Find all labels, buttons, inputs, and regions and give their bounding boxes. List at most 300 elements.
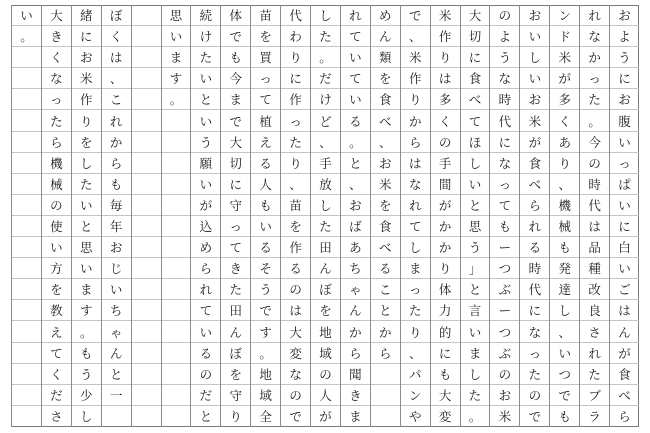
manuscript-column [131, 5, 161, 427]
manuscript-cell: も [490, 216, 519, 237]
manuscript-cell: れ [102, 111, 131, 132]
manuscript-cell: 作 [72, 89, 101, 110]
manuscript-cell [132, 406, 161, 427]
manuscript-cell: て [42, 343, 71, 364]
manuscript-cell: す [162, 68, 191, 89]
manuscript-cell: を [371, 68, 400, 89]
manuscript-cell: 一 [102, 385, 131, 406]
manuscript-column [340, 5, 370, 427]
manuscript-cell: い [610, 195, 639, 216]
manuscript-cell [132, 153, 161, 174]
manuscript-cell: お [520, 5, 549, 26]
manuscript-cell: 思 [72, 237, 101, 258]
manuscript-cell: お [490, 385, 519, 406]
manuscript-cell: ら [618, 408, 631, 424]
manuscript-cell [132, 111, 161, 132]
manuscript-cell: る [281, 258, 310, 279]
manuscript-cell [162, 153, 191, 174]
manuscript-cell [12, 89, 41, 110]
manuscript-cell: 作 [281, 237, 310, 258]
manuscript-cell: ゃ [341, 279, 370, 300]
manuscript-cell: 、 [102, 68, 131, 89]
manuscript-cell: て [341, 68, 370, 89]
manuscript-cell: は [580, 216, 609, 237]
manuscript-cell: 人 [251, 174, 280, 195]
manuscript-cell: く [102, 26, 131, 47]
manuscript-cell: だ [191, 385, 220, 406]
manuscript-cell: る [520, 237, 549, 258]
manuscript-cell: 。 [468, 408, 482, 424]
manuscript-cell: り [401, 89, 430, 110]
manuscript-cell: ん [221, 322, 250, 343]
manuscript-cell: 、 [401, 26, 430, 47]
manuscript-cell: た [580, 364, 609, 385]
manuscript-cell: ま [401, 258, 430, 279]
manuscript-cell: に [431, 343, 460, 364]
manuscript-cell [12, 132, 41, 153]
manuscript-cell [12, 385, 41, 406]
manuscript-cell: 方 [42, 258, 71, 279]
manuscript-cell: も [550, 237, 579, 258]
manuscript-cell: 米 [72, 68, 101, 89]
manuscript-cell: 変 [281, 343, 310, 364]
manuscript-cell [162, 258, 191, 279]
manuscript-cell: あ [341, 237, 370, 258]
manuscript-cell: が [520, 132, 549, 153]
manuscript-cell [162, 132, 191, 153]
manuscript-cell: の [520, 385, 549, 406]
manuscript-cell: く [42, 364, 71, 385]
manuscript-cell: 械 [42, 174, 71, 195]
manuscript-cell: た [42, 111, 71, 132]
manuscript-cell: く [431, 111, 460, 132]
manuscript-cell: ん [610, 322, 639, 343]
manuscript-column [161, 5, 191, 427]
manuscript-column [579, 5, 609, 427]
manuscript-column [41, 5, 71, 427]
manuscript-cell: 腹 [610, 111, 639, 132]
manuscript-cell [12, 153, 41, 174]
manuscript-cell: 買 [251, 47, 280, 68]
manuscript-cell: が [431, 195, 460, 216]
manuscript-cell: ぼ [221, 343, 250, 364]
manuscript-cell [162, 195, 191, 216]
manuscript-cell: 良 [580, 300, 609, 321]
manuscript-cell: う [191, 132, 220, 153]
manuscript-cell: 食 [371, 216, 400, 237]
manuscript-cell: も [102, 174, 131, 195]
manuscript-cell: 地 [251, 364, 280, 385]
manuscript-cell: こ [102, 89, 131, 110]
manuscript-cell: と [199, 408, 213, 424]
manuscript-cell: 緒 [72, 5, 101, 26]
manuscript-cell: の [191, 364, 220, 385]
manuscript-cell: れ [520, 216, 549, 237]
manuscript-cell: い [341, 89, 370, 110]
manuscript-cell: を [42, 279, 71, 300]
manuscript-cell [12, 364, 41, 385]
manuscript-cell [12, 258, 41, 279]
manuscript-cell: 。 [162, 89, 191, 110]
manuscript-cell: は [102, 47, 131, 68]
manuscript-cell: 食 [461, 68, 490, 89]
manuscript-cell: じ [102, 258, 131, 279]
manuscript-cell: ラ [588, 408, 601, 424]
manuscript-cell: た [281, 132, 310, 153]
manuscript-cell [132, 300, 161, 321]
manuscript-cell [162, 237, 191, 258]
manuscript-cell: な [490, 68, 519, 89]
manuscript-cell: に [610, 216, 639, 237]
manuscript-cell [132, 89, 161, 110]
manuscript-cell: 地 [311, 322, 340, 343]
manuscript-cell: い [610, 258, 639, 279]
manuscript-cell [132, 385, 161, 406]
manuscript-cell [371, 364, 400, 385]
manuscript-cell: と [461, 279, 490, 300]
manuscript-cell: 間 [431, 174, 460, 195]
manuscript-cell: め [191, 237, 220, 258]
manuscript-cell [12, 174, 41, 195]
manuscript-cell: を [72, 132, 101, 153]
manuscript-cell: な [580, 26, 609, 47]
manuscript-cell [162, 322, 191, 343]
manuscript-cell [132, 47, 161, 68]
manuscript-cell: ち [102, 300, 131, 321]
manuscript-cell: ま [72, 279, 101, 300]
manuscript-cell: 田 [221, 300, 250, 321]
manuscript-cell [12, 195, 41, 216]
manuscript-cell: り [550, 153, 579, 174]
manuscript-cell: 教 [42, 300, 71, 321]
manuscript-cell: 」 [461, 258, 490, 279]
manuscript-cell: 食 [371, 89, 400, 110]
manuscript-cell: ま [349, 408, 362, 424]
manuscript-cell: け [311, 89, 340, 110]
manuscript-cell: ン [401, 385, 430, 406]
manuscript-cell: が [319, 408, 332, 424]
manuscript-cell: 機 [550, 195, 579, 216]
manuscript-cell: 体 [221, 5, 250, 26]
manuscript-cell: よ [490, 26, 519, 47]
manuscript-cell: こ [371, 279, 400, 300]
manuscript-cell: い [191, 322, 220, 343]
manuscript-cell: 改 [580, 279, 609, 300]
manuscript-column [250, 5, 280, 427]
manuscript-cell: 域 [311, 343, 340, 364]
manuscript-cell: て [191, 300, 220, 321]
manuscript-cell: を [281, 216, 310, 237]
manuscript-cell [162, 300, 191, 321]
manuscript-cell: と [72, 216, 101, 237]
manuscript-cell: し [461, 153, 490, 174]
manuscript-cell: ぶ [490, 343, 519, 364]
manuscript-cell: 代 [580, 195, 609, 216]
manuscript-cell: う [251, 279, 280, 300]
manuscript-cell: 米 [520, 111, 549, 132]
manuscript-cell: の [281, 279, 310, 300]
manuscript-cell: か [401, 111, 430, 132]
manuscript-cell: に [72, 26, 101, 47]
manuscript-cell: 時 [520, 258, 549, 279]
manuscript-cell: 込 [191, 216, 220, 237]
manuscript-cell: 、 [371, 132, 400, 153]
manuscript-cell: る [251, 153, 280, 174]
manuscript-cell: で [251, 300, 280, 321]
manuscript-cell: れ [341, 5, 370, 26]
manuscript-cell: 手 [311, 153, 340, 174]
manuscript-cell: お [102, 237, 131, 258]
manuscript-cell: だ [311, 68, 340, 89]
manuscript-cell: し [461, 364, 490, 385]
manuscript-cell: の [281, 385, 310, 406]
manuscript-cell: い [520, 68, 549, 89]
manuscript-cell: お [610, 89, 639, 110]
manuscript-cell [12, 406, 41, 427]
manuscript-cell: に [221, 174, 250, 195]
manuscript-column [519, 5, 549, 427]
manuscript-cell: だ [42, 385, 71, 406]
manuscript-cell: っ [490, 174, 519, 195]
manuscript-cell: 、 [311, 132, 340, 153]
manuscript-cell: し [401, 237, 430, 258]
manuscript-cell: お [610, 5, 639, 26]
manuscript-cell: 食 [520, 153, 549, 174]
manuscript-cell: 大 [281, 322, 310, 343]
manuscript-cell: た [72, 174, 101, 195]
manuscript-cell: 聞 [341, 364, 370, 385]
manuscript-cell: ば [341, 216, 370, 237]
manuscript-cell: か [431, 237, 460, 258]
manuscript-cell: い [42, 237, 71, 258]
manuscript-cell: い [550, 343, 579, 364]
manuscript-cell: る [251, 237, 280, 258]
manuscript-cell: う [72, 364, 101, 385]
manuscript-cell [132, 279, 161, 300]
manuscript-cell: て [401, 216, 430, 237]
manuscript-cell: 苗 [251, 5, 280, 26]
manuscript-cell: お [371, 153, 400, 174]
manuscript-cell: さ [50, 408, 63, 424]
manuscript-cell [132, 195, 161, 216]
manuscript-cell: ぼ [311, 279, 340, 300]
manuscript-cell [12, 68, 41, 89]
manuscript-cell: を [221, 364, 250, 385]
manuscript-cell: と [191, 89, 220, 110]
manuscript-cell: 代 [490, 111, 519, 132]
manuscript-cell: な [42, 68, 71, 89]
manuscript-cell: り [72, 111, 101, 132]
manuscript-cell: い [461, 322, 490, 343]
manuscript-cell: け [191, 26, 220, 47]
manuscript-cell: す [72, 300, 101, 321]
manuscript-cell: っ [520, 343, 549, 364]
manuscript-cell: の [311, 364, 340, 385]
manuscript-cell: べ [371, 237, 400, 258]
manuscript-cell: え [42, 322, 71, 343]
manuscript-cell: 。 [311, 47, 340, 68]
manuscript-cell: た [191, 47, 220, 68]
manuscript-cell: う [610, 47, 639, 68]
manuscript-cell: に [281, 68, 310, 89]
manuscript-cell: 種 [580, 258, 609, 279]
manuscript-cell: か [102, 132, 131, 153]
manuscript-cell [371, 385, 400, 406]
manuscript-cell [132, 68, 161, 89]
manuscript-cell [162, 111, 191, 132]
manuscript-cell [132, 237, 161, 258]
manuscript-cell: く [550, 111, 579, 132]
manuscript-cell: べ [371, 111, 400, 132]
manuscript-cell: し [550, 300, 579, 321]
manuscript-cell: は [401, 153, 430, 174]
manuscript-cell: し [520, 47, 549, 68]
manuscript-cell: り [401, 322, 430, 343]
manuscript-cell: 切 [461, 26, 490, 47]
manuscript-cell: 植 [251, 111, 280, 132]
manuscript-cell: は [281, 300, 310, 321]
manuscript-cell: 使 [42, 216, 71, 237]
manuscript-cell: ー [490, 300, 519, 321]
manuscript-cell: き [42, 26, 71, 47]
manuscript-cell [162, 216, 191, 237]
manuscript-cell: で [550, 385, 579, 406]
manuscript-cell: た [221, 279, 250, 300]
manuscript-cell: り [229, 408, 243, 424]
manuscript-column [609, 5, 639, 427]
manuscript-cell: も [221, 47, 250, 68]
manuscript-cell: り [281, 47, 310, 68]
manuscript-cell: ぱ [610, 174, 639, 195]
manuscript-cell: が [550, 68, 579, 89]
manuscript-cell: て [251, 89, 280, 110]
manuscript-cell [162, 364, 191, 385]
manuscript-cell: 、 [550, 174, 579, 195]
manuscript-cell: れ [580, 5, 609, 26]
manuscript-cell: ら [371, 343, 400, 364]
manuscript-cell: 続 [191, 5, 220, 26]
manuscript-cell: よ [610, 26, 639, 47]
manuscript-cell: 達 [550, 279, 579, 300]
manuscript-cell: 全 [259, 408, 272, 424]
manuscript-cell: ー [490, 237, 519, 258]
manuscript-cell: ら [42, 132, 71, 153]
manuscript-cell: し [311, 195, 340, 216]
manuscript-cell: 米 [401, 47, 430, 68]
manuscript-cell: に [520, 300, 549, 321]
manuscript-cell [162, 385, 191, 406]
manuscript-cell: き [341, 385, 370, 406]
manuscript-column [460, 5, 490, 427]
manuscript-cell: て [221, 237, 250, 258]
manuscript-cell [162, 174, 191, 195]
manuscript-cell [162, 343, 191, 364]
manuscript-cell: で [221, 26, 250, 47]
manuscript-cell: か [341, 322, 370, 343]
manuscript-cell [132, 258, 161, 279]
manuscript-cell: り [431, 47, 460, 68]
manuscript-cell: ら [401, 132, 430, 153]
manuscript-cell: か [431, 216, 460, 237]
manuscript-cell: て [341, 26, 370, 47]
manuscript-cell: 代 [281, 5, 310, 26]
manuscript-cell: に [490, 132, 519, 153]
manuscript-cell: 人 [311, 385, 340, 406]
manuscript-cell: の [580, 153, 609, 174]
manuscript-cell: 願 [191, 153, 220, 174]
manuscript-cell: が [191, 195, 220, 216]
manuscript-cell: い [520, 26, 549, 47]
manuscript-cell: 多 [550, 89, 579, 110]
manuscript-cell [132, 343, 161, 364]
manuscript-cell: り [431, 258, 460, 279]
manuscript-column [489, 5, 519, 427]
manuscript-cell: 発 [550, 258, 579, 279]
manuscript-cell: べ [520, 174, 549, 195]
manuscript-cell: 思 [461, 216, 490, 237]
manuscript-cell [12, 47, 41, 68]
manuscript-cell: 苗 [281, 195, 310, 216]
manuscript-cell: は [431, 68, 460, 89]
manuscript-cell: い [191, 174, 220, 195]
manuscript-column [430, 5, 460, 427]
manuscript-cell: っ [401, 279, 430, 300]
manuscript-cell: 米 [550, 47, 579, 68]
manuscript-cell: で [221, 111, 250, 132]
manuscript-cell: い [610, 132, 639, 153]
manuscript-cell: べ [461, 89, 490, 110]
manuscript-cell: も [558, 408, 571, 424]
manuscript-cell: い [251, 216, 280, 237]
manuscript-cell: 切 [221, 153, 250, 174]
manuscript-cell: つ [490, 322, 519, 343]
manuscript-cell: っ [281, 111, 310, 132]
manuscript-cell [12, 216, 41, 237]
manuscript-cell: ゃ [102, 322, 131, 343]
manuscript-cell: 手 [431, 153, 460, 174]
manuscript-cell: 放 [311, 174, 340, 195]
manuscript-cell: る [371, 258, 400, 279]
manuscript-cell: し [72, 153, 101, 174]
manuscript-cell: 食 [610, 364, 639, 385]
manuscript-cell: う [461, 237, 490, 258]
manuscript-cell: い [341, 47, 370, 68]
manuscript-cell: な [281, 364, 310, 385]
manuscript-cell: て [461, 111, 490, 132]
manuscript-cell [132, 174, 161, 195]
manuscript-cell: ん [341, 300, 370, 321]
manuscript-cell: っ [610, 153, 639, 174]
manuscript-cell: と [371, 300, 400, 321]
manuscript-column [370, 5, 400, 427]
manuscript-cell: っ [42, 89, 71, 110]
manuscript-cell [12, 111, 41, 132]
manuscript-cell: ど [311, 111, 340, 132]
manuscript-cell: い [72, 258, 101, 279]
manuscript-cell [132, 364, 161, 385]
manuscript-cell: 白 [610, 237, 639, 258]
manuscript-cell: で [289, 408, 302, 424]
manuscript-cell: た [461, 385, 490, 406]
manuscript-cell: や [408, 408, 422, 424]
manuscript-cell: に [610, 68, 639, 89]
manuscript-cell: い [191, 111, 220, 132]
manuscript-cell: は [610, 300, 639, 321]
manuscript-cell [132, 26, 161, 47]
manuscript-cell: 大 [42, 5, 71, 26]
manuscript-cell: 、 [341, 174, 370, 195]
manuscript-cell: 今 [221, 68, 250, 89]
